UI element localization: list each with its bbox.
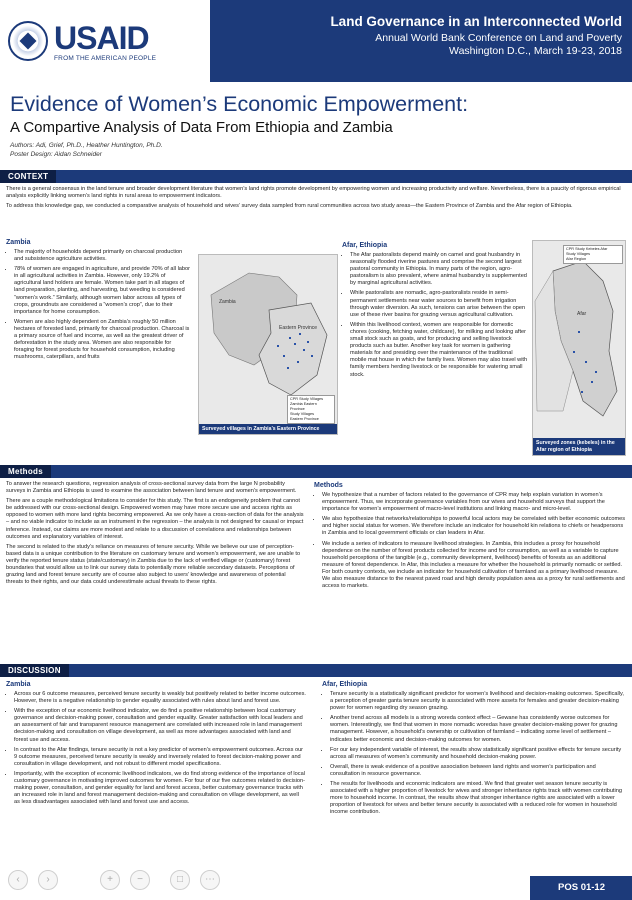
list-item: • Importantly, with the exception of economic livelihood indicators, we do find strong evidence of the importance of local customary governance in motivating improved outcomes for women. For four of our five outcomes related to decision-making power, consultation, and gender equality for land and forest access, better customary governance tracks with an increased role in land and forest management decision-making and consultation on village development, as well as less disadvantages associated with land and forest use and access. [14, 771, 306, 806]
afar-map-label: Afar [577, 311, 587, 317]
zambia-map-caption: Surveyed villages in Zambia’s Eastern Province [199, 424, 337, 435]
eastern-province-label: Eastern Province [279, 325, 318, 331]
list-item: • The results for livelihoods and economic indicators are mixed. We find that greater wet season tenure security is associated with a higher proportion of livestock for wives and stronger inheritance rights track with women contributing more to household income. In contrast, the results show that stronger inheritance rights are associated with a lower proportion of livestock for wives and better tenure security is associated with a reduced role for women in household income contribution. [330, 781, 626, 816]
legend-title: CPR Study Kebeles Afar [566, 247, 608, 251]
list-item: • Women are also highly dependent on Zambia’s roughly 50 million hectares of forested land, primarily for charcoal production. Charcoal is a primary source of fuel and income, as well as the greatest driver of deforestation in the study area. Women are also responsible for foraging for forest products for household consumption, including mushrooms, caterpillars, and fruits [14, 319, 192, 362]
fullscreen-icon[interactable]: □ [170, 870, 190, 890]
legend-item-villages: Study Villages [290, 412, 314, 416]
context-afar-heading: Afar, Ethiopia [342, 242, 388, 249]
afar-map [532, 240, 626, 456]
poster-subtitle: A Compartive Analysis of Data From Ethiopia and Zambia [10, 119, 393, 136]
zoom-in-icon[interactable]: + [100, 870, 120, 890]
context-intro [6, 186, 626, 213]
conference-banner [210, 0, 632, 82]
list-item: • Across our 6 outcome measures, perceived tenure security is weakly but positively related to better income outcomes. However, there is a negative relationship to gender equality associated with rules about land and forest use. [14, 691, 306, 705]
logo-area [0, 0, 210, 82]
legend-title: CPR Study Villages Zambia Eastern Province [290, 397, 324, 411]
list-item: • For our key independent variable of interest, the results show statistically significant positive effects for tenure security across all measures of women’s community and household decision-making power. [330, 747, 626, 761]
authors [10, 141, 163, 159]
list-item: • Overall, there is weak evidence of a positive association between land rights and women’s participation and consultation in resource governance. [330, 764, 626, 778]
methods-heading: Methods [0, 465, 51, 478]
logo-tagline: FROM THE AMERICAN PEOPLE [54, 54, 157, 62]
list-item: • In contrast to the Afar findings, tenure security is not a key predictor of women’s empowerment outcomes. Across our 9 outcome measures, perceived tenure security is weakly and inversely related to forest decision-making power and consultation in village development, and not robust to different model specifications. [14, 747, 306, 768]
context-zambia-text [6, 249, 192, 364]
discussion-band [0, 664, 632, 677]
context-zambia-heading: Zambia [6, 239, 31, 246]
methods-right-heading: Methods [314, 482, 343, 489]
afar-map-caption: Surveyed zones (kebeles) in the Afar region of Ethiopia [533, 438, 625, 455]
list-item: • Another trend across all models is a strong woreda context effect – Gewane has consistently worse outcomes for women. Interestingly, we find that women in more nomadic woredas have greater decision-making power for grazing management. However, a household’s ownership or cultivation of farmland – indicating some level of settlement – indicates better economic and decision-making outcomes for women. [330, 715, 626, 743]
conference-title: Land Governance in an Interconnected World [330, 14, 622, 29]
list-item: • With the exception of our economic livelihood indicator, we do find a positive relationship between local customary governance and decision-making power, consultation and gender equality. Greater satisfaction with local leaders and an assessment of fair and transparent resource management are correlated with increased role in land management decision-making and consultation on village development, as well as more advantages associated with land and forest use and access. [14, 708, 306, 743]
author-line: Authors: Adi, Grief, Ph.D., Heather Huntington, Ph.D. [10, 142, 163, 149]
logo-word: USAID [54, 19, 149, 56]
list-item: • Tenure security is a statistically significant predictor for women’s livelihood and decision-making outcomes. Specifically, a perception of greater ganta tenure security is associated with more assets for females and greater decision-making power for women regarding dry season grazing. [330, 691, 626, 712]
methods-paragraph: There are a couple methodological limitations to consider for this study. The first is an endogeneity problem that cannot be addressed with our cross-sectional design. Empowered women may have more secure use and access rights as opposed to women with more land rights becoming empowered. As we only have a cross-section of data for the analysis – and no viable indicator to include as an instrument in the regression – the analysis is not designed for causal or impact inference. Instead, our claims are more modest and relate to a discussion of correlations and relationships between outcomes and explanatory variables of interest. [6, 498, 304, 540]
conference-subtitle: Annual World Bank Conference on Land and Poverty [375, 32, 622, 44]
next-icon[interactable]: › [38, 870, 58, 890]
afar-map-graphic [533, 241, 626, 456]
poster-design-line: Poster Design: Aidan Schneider [10, 151, 102, 158]
zambia-map-legend [287, 395, 335, 424]
discussion-heading: DISCUSSION [0, 664, 69, 677]
list-item: • We hypothesize that a number of factors related to the governance of CPR may help explain variation in women’s empowerment. Thus, we incorporate governance variables from our wives and household surveys that support the importance for women’s empowerment of macro-level institutions and linking macro- and micro-level. [322, 492, 626, 513]
list-item: • The Afar pastoralists depend mainly on camel and goat husbandry in seasonally flooded riverine pastures and comprise the second largest pastoral community in Ethiopia. In many parts of the region, agro-pastoralism is also prevalent, where animal husbandry is supplemented by marginal agricultural activities. [350, 252, 528, 287]
discussion-afar-text [322, 691, 626, 820]
poster-code: POS 01-12 [530, 876, 632, 900]
prev-icon[interactable]: ‹ [8, 870, 28, 890]
usaid-seal-icon [8, 21, 48, 61]
methods-right-text [314, 492, 626, 593]
context-afar-text [342, 252, 528, 382]
poster-title: Evidence of Women’s Economic Empowerment: [10, 92, 469, 116]
methods-paragraph: To answer the research questions, regression analysis of cross-sectional survey data from the large N probability surveys in Zambia and Ethiopia is used to examine the association between land tenure and women’s empowerment. [6, 481, 297, 495]
list-item: • The majority of households depend primarily on charcoal production and subsistence agriculture activities. [14, 249, 192, 263]
discussion-afar-heading: Afar, Ethiopia [322, 681, 368, 688]
conference-location-date: Washington D.C., March 19-23, 2018 [449, 45, 622, 57]
usaid-logo [54, 21, 156, 62]
list-item: • We also hypothesize that networks/relationships to powerful local actors may be correlated with better economic outcomes and higher social status for women. We therefore include an indicator for household kin relations to chiefs or headpersons in Zambia and to local government officials or clan leaders in Afar. [322, 516, 626, 537]
discussion-zambia-text [6, 691, 306, 809]
legend-item-province: Eastern Province [290, 417, 319, 421]
afar-map-legend [563, 245, 623, 264]
context-heading: CONTEXT [0, 170, 56, 183]
list-item: • While pastoralists are nomadic, agro-pastoralists reside in semi-permanent settlements near water sources to benefit from irrigation through water diversion. As such, tensions can arise between the open use of these river basins for grazing versus agricultural cultivation. [350, 290, 528, 318]
legend-item-villages: Study Villages [566, 252, 590, 256]
list-item: • 78% of women are engaged in agriculture, and provide 70% of all labor in all agricultural activities in Zambia. However, only 19.2% of agricultural land holders are female. Women take part in all stages of land preparation, planting, and harvesting, but weeding is considered “women’s work.” Similarly, although women labor across all types of crops, groundnuts are considered a “women’s crop”, due to their importance for home consumption. [14, 266, 192, 316]
methods-paragraph: The second is related to the study’s reliance on measures of tenure security. While we believe our use of perception-based data is a unique contribution to the literature on customary tenure and women’s empowerment, we are unable to verify the reported tenure status (state/customary) in Zambia due to the lack of verified village or (customary) forest boundaries that would allow us to link our survey data to potentially more reliable secondary datasets. Perceptions of grazing land and forest tenure security are of course also subject to users’ knowledge and awareness of potential threats to their rights, and our data could underestimate actual threats to these rights. [6, 543, 301, 586]
methods-left-text [6, 481, 304, 589]
zoom-out-icon[interactable]: − [130, 870, 150, 890]
context-paragraph: To address this knowledge gap, we conducted a comparative analysis of household and wives’ survey data sampled from rural communities across two study areas—the Eastern Province of Zambia and the Afar region of Ethiopia. [6, 203, 573, 210]
legend-item-region: Afar Region [566, 257, 587, 261]
zambia-map [198, 254, 338, 435]
more-icon[interactable]: ⋯ [200, 870, 220, 890]
methods-band [0, 465, 632, 478]
list-item: • We include a series of indicators to measure livelihood strategies. In Zambia, this includes a proxy for household dependence on the number of forest products collected for income and for consumption, as well as a variable to capture household perceptions of the tangible (e.g., community development, livelihood) benefits of forests as an additional measure of forest dependence. In Afar, this includes a measure for whether the household is primarily nomadic or settled. For both country contexts, we include an indicator for household cultivation of farmland as a primary livelihood measure. We also measure distance to the nearest paved road and high density population area as a proxy for rural settlements and access to markets. [322, 541, 626, 591]
context-paragraph: There is a general consensus in the land tenure and broader development literature that women’s land rights promote development by empowering women and increasing productivity and welfare. Nevertheless, there is a paucity of rigorous empirical analysis explicitly linking women’s land rights in rural areas to empowerment indicators. [6, 186, 621, 200]
list-item: • Within this livelihood context, women are responsible for domestic chores (cooking, fetching water, childcare), for milking and looking after small stock such as goats, and for producing and selling livestock products such as butter. Another key task for women is gathering materials for and presiding over the maintenance of the traditional mobile mat house in which the family lives. Women may also travel with family members herding livestock or be responsible for watering small stock. [350, 322, 528, 379]
discussion-zambia-heading: Zambia [6, 681, 31, 688]
zambia-map-label: Zambia [219, 299, 236, 305]
context-band [0, 170, 632, 183]
